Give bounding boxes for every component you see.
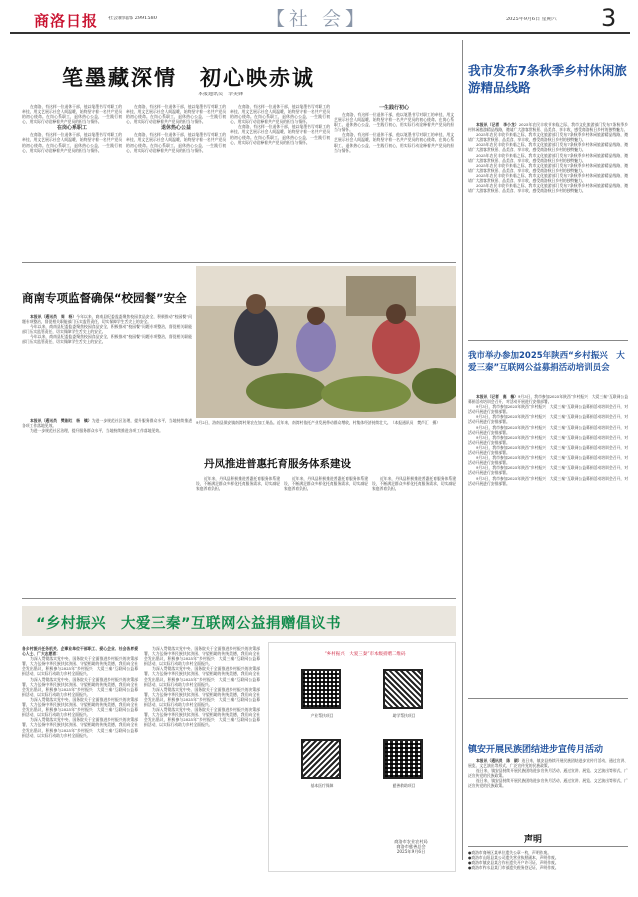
qr-item-2 (365, 667, 443, 733)
notice-box (468, 830, 628, 892)
volunteer-headline: 镇安开展民族团结进步宣传月活动 (468, 745, 604, 755)
right-rule-1 (468, 340, 628, 341)
lead-subhead-1: 在岗心系职工 (56, 125, 87, 132)
qr-panel (268, 642, 456, 872)
lead-bottom-rule (22, 262, 456, 263)
training-body (468, 394, 628, 690)
notice-item: ●商洛市山阳县某公司遗失营业执照副本，声明作废。 (468, 855, 559, 861)
training-text-7: 9月3日，我市参加2025年陕西“乡村振兴 大爱三秦”互联网公益募捐活动培训会召开，对活动开展进行安排部署。 (468, 455, 628, 466)
initiative-signature (369, 839, 453, 854)
fengdan-text-2: 近年来，丹凤县积极推进普惠托育服务体系建设，不断满足群众多样化托育服务需求，切实减轻家庭养育负担。 (284, 476, 368, 492)
qr-item-1 (283, 667, 361, 733)
short-text: 为进一步规范社区治理，提升服务群众水平，当地持续推进各项工作落地见效。 (22, 418, 192, 429)
page-number: 3 (601, 4, 617, 32)
volunteer-text: 连日来，镇安县持续开展民族团结进步宣传月活动，通过宣讲、展览、文艺演出等形式，广泛宣传党的民族政策。 (468, 758, 628, 769)
editor-info (108, 16, 188, 21)
qr-code-icon[interactable] (301, 739, 341, 779)
lead-byline: 本报通讯员 李美锋 (198, 92, 244, 97)
tourism-text-2: 2025年农民丰收节来临之际，我市文化旅游部门发布7条秋季乡村休闲旅游精品线路，邀请广大游客赏秋景、品美食、享丰收，感受商洛秋日乡村的独特魅力。 (468, 132, 628, 143)
right-column-divider (462, 40, 463, 860)
training-text-6: 9月3日，我市参加2025年陕西“乡村振兴 大爱三秦”互联网公益募捐活动培训会召开，对活动开展进行安排部署。 (468, 444, 628, 456)
qr-item-4 (365, 737, 443, 803)
training-byline: 本报讯（记者 高 楠） (476, 394, 518, 399)
signature-line-1: 商洛市农业农村局 (394, 839, 428, 844)
tourism-byline: 本报讯（记者 李小龙） (476, 122, 519, 127)
lead-body-4b: 在商洛，有这样一位退休干部，他以笔墨书写对职工的牵挂，用文艺展示社会人间温暖，始终坚守着一名共产党员的初心使命。在岗心系职工，退休热心公益，一生践行初心，用实际行动诠释着共产党员的担当与情怀。 (334, 132, 454, 153)
initiative-text-3: 为深入贯彻落实党中央、国务院关于全面推进乡村振兴的决策部署，大力弘扬中华民族扶贫济困、守望相助的传统美德，我们向全社会发出倡议，积极参与2025年“乡村振兴 大爱三秦”互联网公益募捐活动，以实际行动助力乡村全面振兴。 (22, 696, 138, 718)
lead-body: 在商洛，有这样一位退休干部，他以笔墨书写对职工的牵挂，用文艺展示社会人间温暖，始终坚守着一名共产党员的初心使命。在岗心系职工，退休热心公益，一生践行初心，用实际行动诠释着共产党员的担当与情怀。 (22, 104, 122, 125)
farmers-photo-illustration (196, 266, 456, 418)
masthead-divider (10, 32, 630, 34)
fengdan-col-2 (284, 476, 368, 526)
lead-body-cont: 在商洛，有这样一位退休干部，他以笔墨书写对职工的牵挂，用文艺展示社会人间温暖，始终坚守着一名共产党员的初心使命。在岗心系职工，退休热心公益，一生践行初心，用实际行动诠释着共产党员的担当与情怀。 (22, 132, 122, 153)
lead-body-2b: 在商洛，有这样一位退休干部，他以笔墨书写对职工的牵挂，用文艺展示社会人间温暖，始终坚守着一名共产党员的初心使命。在岗心系职工，退休热心公益，一生践行初心，用实际行动诠释着共产党员的担当与情怀。 (126, 132, 226, 153)
tourism-text-7: 2025年农民丰收节来临之际，我市文化旅游部门发布7条秋季乡村休闲旅游精品线路，邀请广大游客赏秋景、品美食、享丰收，感受商洛秋日乡村的独特魅力。 (468, 183, 628, 194)
tourism-body (468, 122, 628, 336)
fengdan-text-1: 近年来，丹凤县积极推进普惠托育服务体系建设，不断满足群众多样化托育服务需求，切实减轻家庭养育负担。 (196, 476, 280, 492)
editor-phone: 2991580 (134, 16, 157, 21)
lead-col-3 (230, 104, 330, 254)
campus-story (22, 266, 192, 416)
initiative-col-1 (22, 646, 138, 882)
qr-note-1: 产业帮扶项目 (310, 713, 334, 718)
tourism-text: 2025年农民丰收节来临之际，我市文化旅游部门发布7条秋季乡村休闲旅游精品线路，邀请广大游客赏秋景、品美食、享丰收，感受商洛秋日乡村的独特魅力。 (468, 122, 628, 133)
lead-story (22, 40, 456, 260)
volunteer-byline: 本报讯（通讯员 陈 颖） (476, 758, 522, 763)
qr-code-icon[interactable] (301, 669, 341, 709)
newspaper-logo: 商洛日报 (34, 12, 99, 30)
volunteer-text-3: 连日来，镇安县持续开展民族团结进步宣传月活动，通过宣讲、展览、文艺演出等形式，广泛宣传党的民族政策。 (468, 778, 628, 789)
qr-code-icon[interactable] (383, 669, 423, 709)
tourism-text-5: 2025年农民丰收节来临之际，我市文化旅游部门发布7条秋季乡村休闲旅游精品线路，邀请广大游客赏秋景、品美食、享丰收，感受商洛秋日乡村的独特魅力。 (468, 162, 628, 173)
notice-item: ●商洛市镇安县某合作社遗失开户许可证，声明作废。 (468, 860, 559, 866)
notice-title: 声明 (524, 835, 543, 845)
lead-body-2: 在商洛，有这样一位退休干部，他以笔墨书写对职工的牵挂，用文艺展示社会人间温暖，始终坚守着一名共产党员的初心使命。在岗心系职工，退休热心公益，一生践行初心，用实际行动诠释着共产党员的担当与情怀。 (126, 104, 226, 125)
initiative-text-4: 为深入贯彻落实党中央、国务院关于全面推进乡村振兴的决策部署，大力弘扬中华民族扶贫济困、守望相助的传统美德，我们向全社会发出倡议，积极参与2025年“乡村振兴 大爱三秦”互联网公益募捐活动，以实际行动助力乡村全面振兴。 (22, 717, 138, 738)
notice-item: ●商洛市柞水县某门市部遗失税务登记证，声明作废。 (468, 865, 559, 871)
lead-headline: 笔墨藏深情 初心映赤诚 (62, 66, 315, 90)
qr-item-3 (283, 737, 361, 803)
short-story (22, 418, 192, 526)
short-story-body (22, 418, 192, 526)
mid-divider (22, 598, 456, 599)
signature-line-3: 2025年9月6日 (396, 849, 426, 854)
qr-note-4: 慈善救助项目 (392, 783, 416, 788)
fengdan-text-3: 近年来，丹凤县积极推进普惠托育服务体系建设，不断满足群众多样化托育服务需求，切实减轻家庭养育负担。 (372, 476, 456, 492)
signature-line-2: 商洛市慈善总会 (396, 844, 426, 849)
initiative-text-1: 为深入贯彻落实党中央、国务院关于全面推进乡村振兴的决策部署，大力弘扬中华民族扶贫济困、守望相助的传统美德，我们向全社会发出倡议，积极参与2025年“乡村振兴 大爱三秦”互联网公益募捐活动，以实际行动助力乡村全面振兴。 (22, 656, 138, 677)
qr-title: “乡村振兴 大爱三秦”市本级捐赠二维码 (324, 652, 406, 657)
fengdan-col-1 (196, 476, 280, 526)
qr-code-icon[interactable] (383, 739, 423, 779)
campus-byline: 本报讯（通讯员 周 杨） (30, 314, 77, 319)
volunteer-text-2: 连日来，镇安县持续开展民族团结进步宣传月活动，通过宣讲、展览、文艺演出等形式，广泛宣传党的民族政策。 (468, 768, 628, 779)
lead-body-3b: 在商洛，有这样一位退休干部，他以笔墨书写对职工的牵挂，用文艺展示社会人间温暖，始终坚守着一名共产党员的初心使命。在岗心系职工，退休热心公益，一生践行初心，用实际行动诠释着共产党员的担当与情怀。 (230, 124, 330, 145)
qr-note-2: 助学帮扶项目 (392, 713, 416, 718)
fengdan-story (196, 446, 456, 526)
tourism-story (468, 40, 628, 340)
lead-body-3: 在商洛，有这样一位退休干部，他以笔墨书写对职工的牵挂，用文艺展示社会人间温暖，始终坚守着一名共产党员的初心使命。在岗心系职工，退休热心公益，一生践行初心，用实际行动诠释着共产党员的担当与情怀。 (230, 104, 330, 125)
training-text-3: 9月3日，我市参加2025年陕西“乡村振兴 大爱三秦”互联网公益募捐活动培训会召开，对活动开展进行安排部署。 (468, 414, 628, 425)
training-text-8: 9月3日，我市参加2025年陕西“乡村振兴 大爱三秦”互联网公益募捐活动培训会召开，对活动开展进行安排部署。 (468, 465, 628, 476)
training-text: 9月3日，我市参加2025年陕西“乡村振兴 大爱三秦”互联网公益募捐活动培训会召开，对活动开展进行安排部署。 (468, 394, 628, 405)
initiative-headline: “乡村振兴 大爱三秦”互联网公益捐赠倡议书 (36, 616, 342, 632)
campus-text-2: 今年以来，商南县纪委监委聚焦校园食品安全，积极推动“校园餐”问题专项整治，督促相关职能部门压实监管责任，切实保障学生舌尖上的安全。 (22, 324, 192, 335)
campus-text-3: 今年以来，商南县纪委监委聚焦校园食品安全，积极推动“校园餐”问题专项整治，督促相关职能部门压实监管责任，切实保障学生舌尖上的安全。 (22, 334, 192, 345)
lead-subhead-2: 退休热心公益 (160, 125, 191, 132)
photo-caption: 9月2日，洛南县保安镇南湾村果农在加工果品。近年来，南湾村依托产业发展带动群众增收，村集体经济持续壮大。（本报通讯员 樊芦汇 摄） (196, 420, 441, 425)
volunteer-story (468, 702, 628, 830)
issue-date: 2025年9月6日 星期六 (506, 17, 557, 22)
initiative-text-5: 为深入贯彻落实党中央、国务院关于全面推进乡村振兴的决策部署，大力弘扬中华民族扶贫济困、守望相助的传统美德，我们向全社会发出倡议，积极参与2025年“乡村振兴 大爱三秦”互联网公益募捐活动，以实际行动助力乡村全面振兴。 (144, 646, 260, 667)
initiative-greeting: 各乡村振兴任务机关、企事业单位干部职工、爱心企业、社会各界爱心人士、广大志愿者： (22, 646, 138, 657)
short-byline: 本报讯（通讯员 樊刚红 杨 镇） (30, 418, 92, 423)
initiative-text-8: 为深入贯彻落实党中央、国务院关于全面推进乡村振兴的决策部署，大力弘扬中华民族扶贫济困、守望相助的传统美德，我们向全社会发出倡议，积极参与2025年“乡村振兴 大爱三秦”互联网公益募捐活动，以实际行动助力乡村全面振兴。 (144, 707, 260, 728)
training-text-2: 9月3日，我市参加2025年陕西“乡村振兴 大爱三秦”互联网公益募捐活动培训会召开，对活动开展进行安排部署。 (468, 404, 628, 415)
fengdan-headline: 丹凤推进普惠托育服务体系建设 (204, 458, 351, 470)
qr-grid (283, 667, 443, 807)
right-rule-2 (468, 698, 628, 699)
section-title: 【社 会】 (266, 8, 369, 30)
lead-subhead-3: 一生践行初心 (378, 105, 409, 111)
training-text-9: 9月3日，我市参加2025年陕西“乡村振兴 大爱三秦”互联网公益募捐活动培训会召开，对活动开展进行安排部署。 (468, 475, 628, 486)
training-text-4: 9月3日，我市参加2025年陕西“乡村振兴 大爱三秦”互联网公益募捐活动培训会召开，对活动开展进行安排部署。 (468, 424, 628, 435)
short-text-2: 为进一步规范社区治理，提升服务群众水平，当地持续推进各项工作落地见效。 (30, 428, 163, 434)
training-story (468, 344, 628, 694)
campus-headline: 商南专项监督确保“校园餐”安全 (22, 291, 187, 305)
tourism-text-3: 2025年农民丰收节来临之际，我市文化旅游部门发布7条秋季乡村休闲旅游精品线路，邀请广大游客赏秋景、品美食、享丰收，感受商洛秋日乡村的独特魅力。 (468, 142, 628, 153)
editor-name: 社会新闻部 (108, 16, 134, 21)
campus-body (22, 314, 192, 416)
notice-list (468, 850, 628, 892)
qr-note-3: 基本医疗保障 (310, 783, 334, 788)
tourism-text-4: 2025年农民丰收节来临之际，我市文化旅游部门发布7条秋季乡村休闲旅游精品线路，邀请广大游客赏秋景、品美食、享丰收，感受商洛秋日乡村的独特魅力。 (468, 152, 628, 163)
lead-col-1 (22, 104, 122, 254)
initiative-text-6: 为深入贯彻落实党中央、国务院关于全面推进乡村振兴的决策部署，大力弘扬中华民族扶贫济困、守望相助的传统美德，我们向全社会发出倡议，积极参与2025年“乡村振兴 大爱三秦”互联网公益募捐活动，以实际行动助力乡村全面振兴。 (144, 666, 260, 687)
tourism-headline: 我市发布7条秋季乡村休闲旅游精品线路 (468, 63, 627, 95)
campus-text: 今年以来，商南县纪委监委聚焦校园食品安全，积极推动“校园餐”问题专项整治，督促相关职能部门压实监管责任，切实保障学生舌尖上的安全。 (22, 314, 192, 325)
lead-col-2 (126, 104, 226, 254)
news-photo (196, 266, 456, 418)
lead-body-4: 在商洛，有这样一位退休干部，他以笔墨书写对职工的牵挂，用文艺展示社会人间温暖，始终坚守着一名共产党员的初心使命。在岗心系职工，退休热心公益，一生践行初心，用实际行动诠释着共产党员的担当与情怀。 (334, 112, 454, 133)
initiative-text-7: 为深入贯彻落实党中央、国务院关于全面推进乡村振兴的决策部署，大力弘扬中华民族扶贫济困、守望相助的传统美德，我们向全社会发出倡议，积极参与2025年“乡村振兴 大爱三秦”互联网公益募捐活动，以实际行动助力乡村全面振兴。 (144, 686, 260, 708)
notice-rule (468, 846, 628, 847)
tourism-text-6: 2025年农民丰收节来临之际，我市文化旅游部门发布7条秋季乡村休闲旅游精品线路，邀请广大游客赏秋景、品美食、享丰收，感受商洛秋日乡村的独特魅力。 (468, 172, 628, 184)
initiative-text-2: 为深入贯彻落实党中央、国务院关于全面推进乡村振兴的决策部署，大力弘扬中华民族扶贫济困、守望相助的传统美德，我们向全社会发出倡议，积极参与2025年“乡村振兴 大爱三秦”互联网公益募捐活动，以实际行动助力乡村全面振兴。 (22, 676, 138, 697)
training-headline: 我市举办参加2025年陕西“乡村振兴 大爱三秦”互联网公益募捐活动培训员会 (468, 351, 625, 373)
notice-item: ●商洛市商州区某单位遗失公章一枚，声明作废。 (468, 850, 552, 855)
initiative-col-2 (144, 646, 260, 882)
fengdan-col-3 (372, 476, 456, 526)
initiative-banner (22, 606, 456, 636)
lead-col-4 (334, 104, 454, 254)
initiative (22, 606, 456, 888)
training-text-5: 9月3日，我市参加2025年陕西“乡村振兴 大爱三秦”互联网公益募捐活动培训会召开，对活动开展进行安排部署。 (468, 434, 628, 445)
volunteer-body (468, 758, 628, 830)
